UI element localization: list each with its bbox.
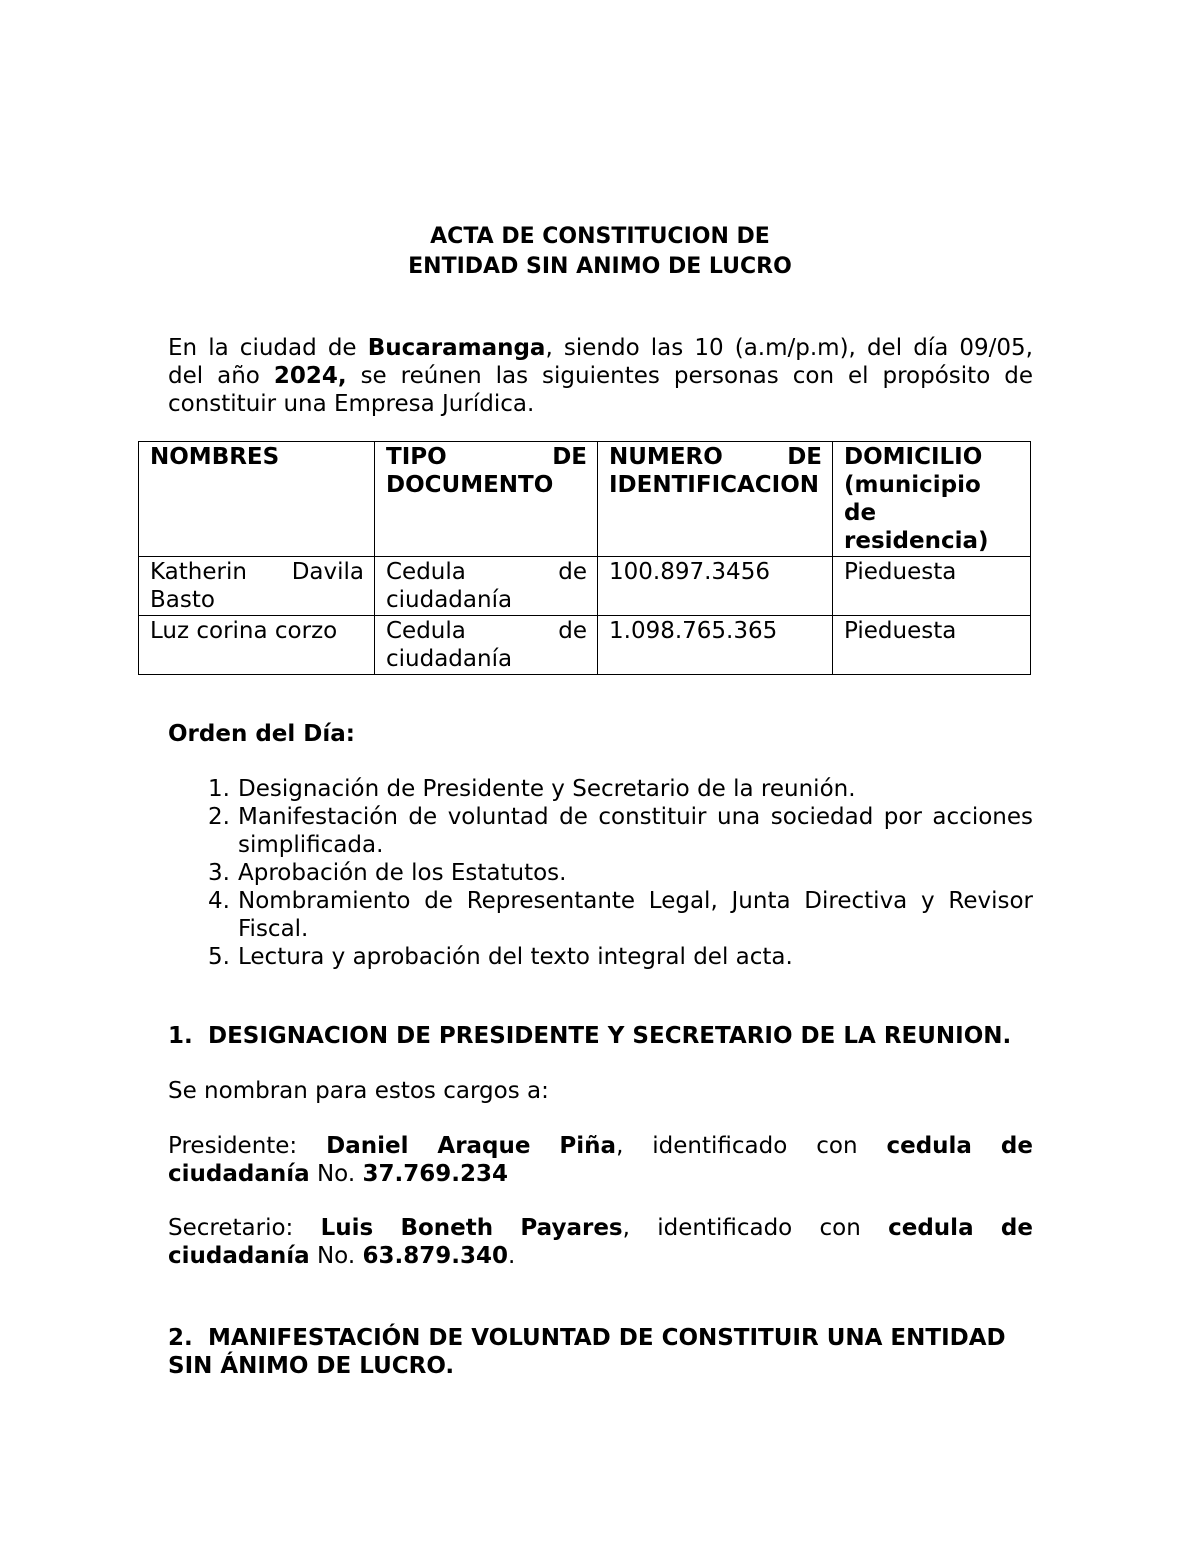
cell-domicile: Pieduesta	[833, 557, 1031, 616]
list-item-text: Manifestación de voluntad de constituir una sociedad por acciones simplificada.	[238, 804, 1033, 858]
intro-city: Bucaramanga	[367, 335, 546, 361]
header-identification-number	[598, 442, 833, 557]
header-doc-type-word-1: TIPO	[386, 444, 447, 470]
doc-word: cedula	[888, 1215, 974, 1241]
president-name-word: Araque	[437, 1133, 531, 1159]
section-2-title-line-2: SIN ÁNIMO DE LUCRO.	[168, 1353, 455, 1379]
list-item	[168, 887, 1033, 943]
cell-document-type	[375, 616, 598, 675]
number-label: No.	[309, 1161, 363, 1187]
doc-word: cedula	[886, 1133, 972, 1159]
with-word: con	[816, 1133, 858, 1159]
section-1-heading	[168, 1022, 1033, 1050]
header-id-word-2: DE	[787, 444, 822, 470]
with-word: con	[819, 1215, 861, 1241]
cell-name-part: Davila	[291, 559, 364, 585]
header-names: NOMBRES	[139, 442, 375, 557]
president-name-word: Piña	[559, 1133, 617, 1159]
intro-year: 2024,	[273, 363, 347, 389]
section-2-heading	[168, 1324, 1033, 1380]
secretary-paragraph: Secretario: Luis Boneth Payares, identificado con cedula de ciudadanía No. 63.879.340.	[168, 1215, 1033, 1269]
cell-name	[139, 557, 375, 616]
doc-word: de	[1000, 1133, 1033, 1159]
members-table	[138, 441, 1031, 675]
header-id-word-3: IDENTIFICACION	[609, 472, 820, 498]
section-1-number: 1.	[168, 1023, 193, 1049]
list-item	[168, 943, 1033, 971]
list-item-number: 3.	[208, 860, 230, 886]
list-item-text: Lectura y aprobación del texto integral del acta.	[238, 944, 793, 970]
list-item	[168, 859, 1033, 887]
section-1-intro: Se nombran para estos cargos a:	[168, 1078, 549, 1104]
president-name-word: Daniel	[326, 1133, 409, 1159]
list-item-number: 2.	[208, 804, 230, 830]
list-item-number: 4.	[208, 888, 230, 914]
secretary-name-word: Payares	[520, 1215, 623, 1241]
cell-name: Luz corina corzo	[139, 616, 375, 675]
section-2-number: 2.	[168, 1325, 193, 1351]
table-header-row	[139, 442, 1031, 557]
cell-identification-number: 1.098.765.365	[598, 616, 833, 675]
header-document-type	[375, 442, 598, 557]
president-label: Presidente:	[168, 1133, 298, 1159]
doc-word: ciudadanía	[168, 1243, 310, 1269]
cell-doc-word-1: Cedula	[386, 559, 466, 585]
list-item	[168, 775, 1033, 803]
cell-doc-word-3: ciudadanía	[386, 587, 513, 613]
secretary-end-punct: .	[507, 1243, 516, 1269]
intro-text-2: , siendo las 10 (a.m/p.m), del día 09/05, del año	[168, 335, 1033, 389]
secretary-name-word: Luis	[320, 1215, 374, 1241]
cell-doc-word-3: ciudadanía	[386, 646, 513, 672]
secretary-label: Secretario:	[168, 1215, 294, 1241]
agenda-heading: Orden del Día:	[168, 721, 355, 747]
intro-text-3: se reúnen las siguientes personas con el propósito de constituir una Empresa Jurídica.	[168, 363, 1033, 417]
table-row	[139, 616, 1031, 675]
cell-doc-word-2: de	[558, 559, 587, 585]
cell-name-part: Katherin	[150, 559, 247, 585]
number-label: No.	[309, 1243, 363, 1269]
section-1-title: DESIGNACION DE PRESIDENTE Y SECRETARIO DE LA REUNION.	[208, 1023, 1012, 1049]
header-doc-type-word-3: DOCUMENTO	[386, 472, 554, 498]
secretary-id-number: 63.879.340	[362, 1243, 508, 1269]
secretary-name-word: Boneth	[400, 1215, 494, 1241]
list-item-text: Nombramiento de Representante Legal, Junta Directiva y Revisor Fiscal.	[238, 888, 1033, 942]
header-domicile: DOMICILIO (municipio de residencia)	[833, 442, 1031, 557]
section-2-title-line-1: MANIFESTACIÓN DE VOLUNTAD DE CONSTITUIR UNA ENTIDAD	[208, 1325, 1006, 1351]
table-row	[139, 557, 1031, 616]
list-item-number: 1.	[208, 776, 230, 802]
header-id-word-1: NUMERO	[609, 444, 723, 470]
doc-word: de	[1000, 1215, 1033, 1241]
list-item-number: 5.	[208, 944, 230, 970]
president-id-number: 37.769.234	[362, 1161, 508, 1187]
cell-document-type	[375, 557, 598, 616]
document-title-line-2: ENTIDAD SIN ANIMO DE LUCRO	[408, 254, 792, 279]
president-paragraph: Presidente: Daniel Araque Piña, identificado con cedula de ciudadanía No. 37.769.234	[168, 1133, 1033, 1187]
header-doc-type-word-2: DE	[552, 444, 587, 470]
agenda-list	[168, 775, 1033, 971]
intro-text-1: En la ciudad de	[168, 335, 368, 361]
document-title-line-1: ACTA DE CONSTITUCION DE	[430, 224, 770, 249]
identified-word: identificado	[652, 1133, 788, 1159]
cell-identification-number: 100.897.3456	[598, 557, 833, 616]
identified-word: identificado	[657, 1215, 793, 1241]
cell-domicile: Pieduesta	[833, 616, 1031, 675]
cell-doc-word-2: de	[558, 618, 587, 644]
cell-doc-word-1: Cedula	[386, 618, 466, 644]
list-item	[168, 803, 1033, 859]
cell-name-part: Basto	[150, 587, 215, 613]
list-item-text: Aprobación de los Estatutos.	[238, 860, 567, 886]
list-item-text: Designación de Presidente y Secretario de la reunión.	[238, 776, 856, 802]
doc-word: ciudadanía	[168, 1161, 310, 1187]
intro-paragraph	[168, 334, 1033, 418]
